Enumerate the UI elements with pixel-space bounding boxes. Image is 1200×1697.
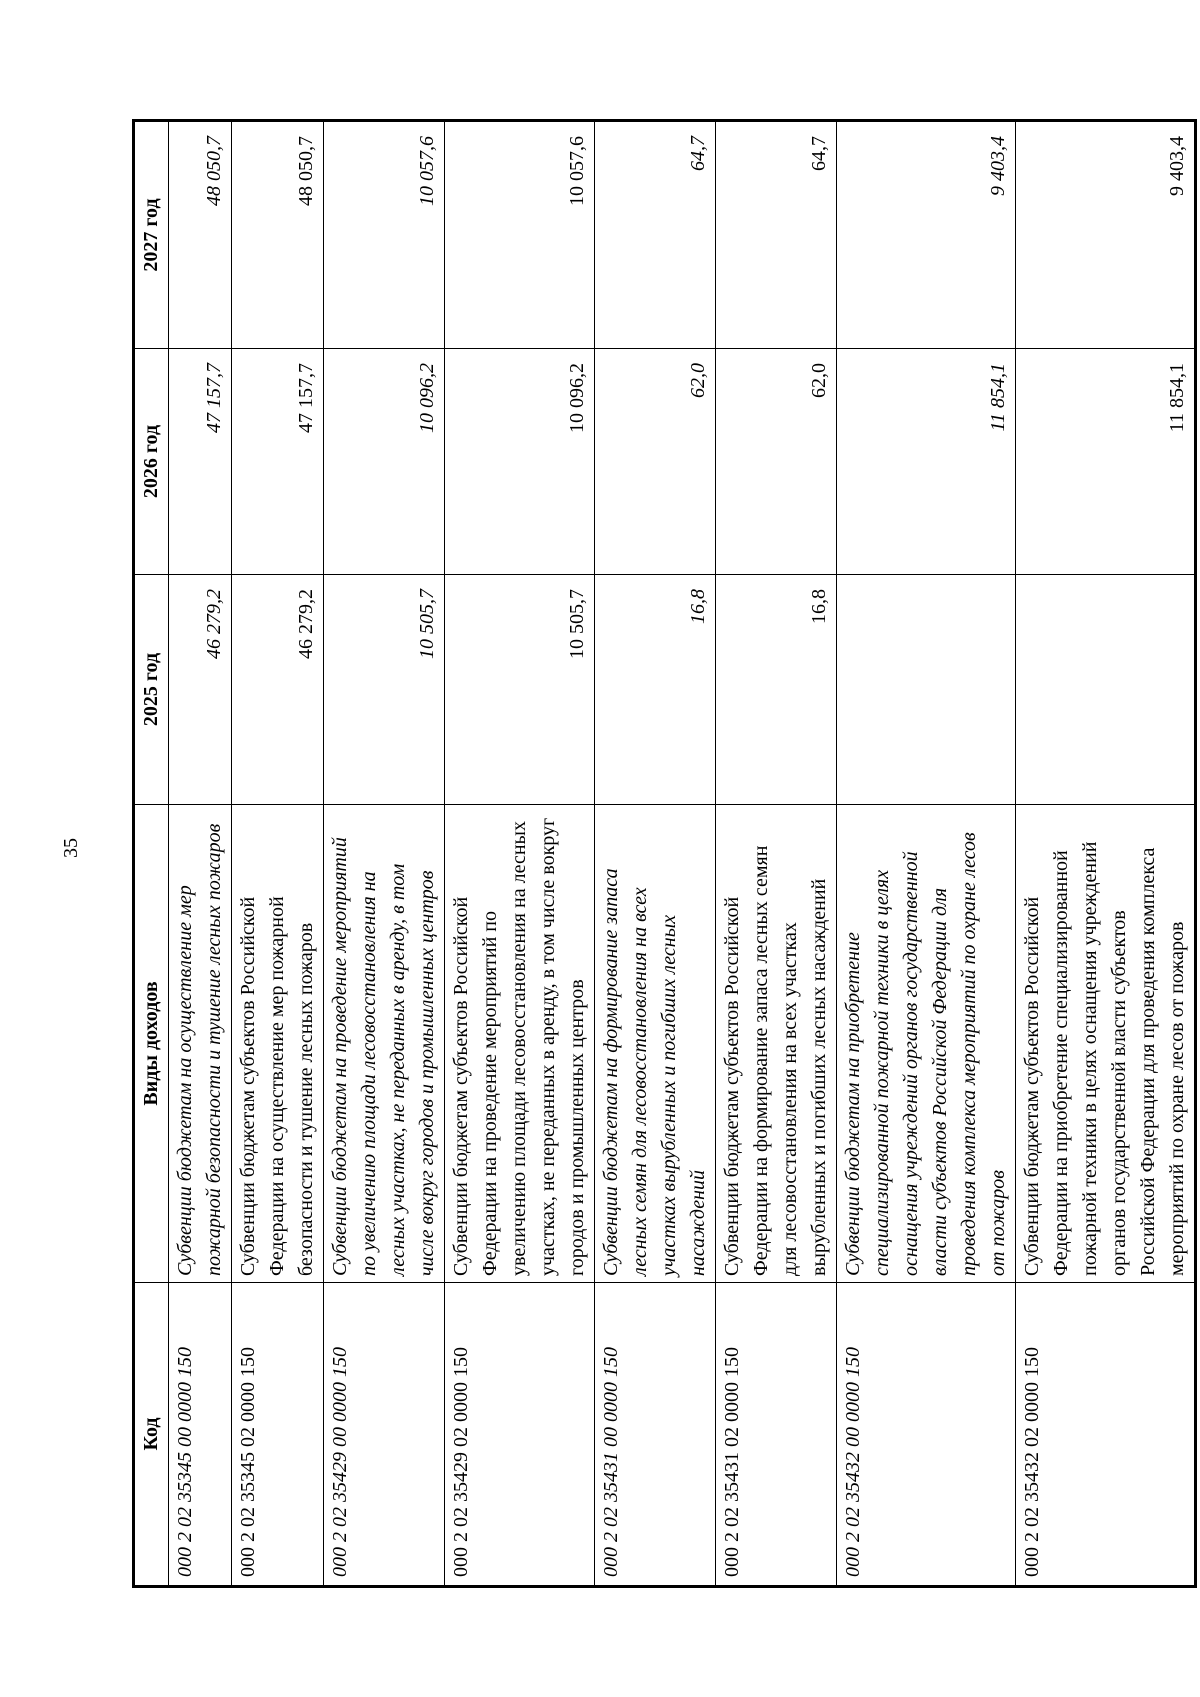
row-description: Субвенции бюджетам на приобретение специализированной пожарной техники в целях оснащения учреждений органов государственной власти субъектов Российской Федерации для проведения комплекса мероприятий по охране лесов от пожаров [837,805,1016,1283]
row-code: 000 2 02 35429 00 0000 150 [324,1283,445,1587]
header-code: Код [134,1283,169,1587]
row-description: Субвенции бюджетам субъектов Российской Федерации на осуществление мер пожарной безопасности и тушение лесных пожаров [232,805,324,1283]
row-code: 000 2 02 35431 00 0000 150 [595,1283,716,1587]
row-value-2025 [837,575,1016,805]
header-revenue-type: Виды доходов [134,805,169,1283]
row-value-2027: 10 057,6 [445,121,595,349]
row-value-2026: 11 854,1 [1016,349,1196,575]
row-value-2027: 48 050,7 [169,121,232,349]
row-description: Субвенции бюджетам субъектов Российской Федерации на формирование запаса лесных семян для лесовосстановления на всех участках вырубленных и погибших лесных насаждений [716,805,837,1283]
row-description: Субвенции бюджетам субъектов Российской Федерации на приобретение специализированной пожарной техники в целях оснащения учреждений органов государственной власти субъектов Российской Федерации для проведения комплекса мероприятий по охране лесов от пожаров [1016,805,1196,1283]
row-value-2027: 9 403,4 [837,121,1016,349]
table-row [445,121,595,1587]
table-row [324,121,445,1587]
row-description: Субвенции бюджетам на проведение мероприятий по увеличению площади лесовосстановления на лесных участках, не переданных в аренду, в том числе вокруг городов и промышленных центров [324,805,445,1283]
row-value-2026: 47 157,7 [169,349,232,575]
table-body [169,121,1196,1587]
row-code: 000 2 02 35345 00 0000 150 [169,1283,232,1587]
row-value-2025: 46 279,2 [169,575,232,805]
revenue-table [132,119,1197,1588]
row-value-2027: 48 050,7 [232,121,324,349]
table-row [232,121,324,1587]
row-value-2025: 16,8 [595,575,716,805]
row-code: 000 2 02 35429 02 0000 150 [445,1283,595,1587]
table-row [837,121,1016,1587]
row-description: Субвенции бюджетам на осуществление мер пожарной безопасности и тушение лесных пожаров [169,805,232,1283]
row-value-2026: 10 096,2 [324,349,445,575]
header-2026: 2026 год [134,349,169,575]
row-value-2026: 62,0 [716,349,837,575]
row-value-2025: 46 279,2 [232,575,324,805]
table-row [169,121,232,1587]
row-value-2027: 9 403,4 [1016,121,1196,349]
row-value-2025: 10 505,7 [324,575,445,805]
table-row [595,121,716,1587]
row-value-2027: 64,7 [716,121,837,349]
page-number: 35 [60,838,82,858]
row-code: 000 2 02 35432 00 0000 150 [837,1283,1016,1587]
row-value-2025: 16,8 [716,575,837,805]
row-value-2026: 47 157,7 [232,349,324,575]
row-code: 000 2 02 35431 02 0000 150 [716,1283,837,1587]
row-code: 000 2 02 35432 02 0000 150 [1016,1283,1196,1587]
row-value-2026: 10 096,2 [445,349,595,575]
header-2025: 2025 год [134,575,169,805]
row-description: Субвенции бюджетам субъектов Российской Федерации на проведение мероприятий по увеличению площади лесовосстановления на лесных участках, не переданных в аренду, в том числе вокруг городов и промышленных центров [445,805,595,1283]
row-value-2025 [1016,575,1196,805]
table-row [716,121,837,1587]
row-value-2026: 62,0 [595,349,716,575]
header-2027: 2027 год [134,121,169,349]
table-header [134,121,169,1587]
row-value-2026: 11 854,1 [837,349,1016,575]
table-row [1016,121,1196,1587]
row-description: Субвенции бюджетам на формирование запаса лесных семян для лесовосстановления на всех участках вырубленных и погибших лесных насаждений [595,805,716,1283]
row-code: 000 2 02 35345 02 0000 150 [232,1283,324,1587]
row-value-2027: 10 057,6 [324,121,445,349]
header-row [134,121,169,1587]
row-value-2025: 10 505,7 [445,575,595,805]
row-value-2027: 64,7 [595,121,716,349]
rotated-table-container [132,122,1188,1588]
